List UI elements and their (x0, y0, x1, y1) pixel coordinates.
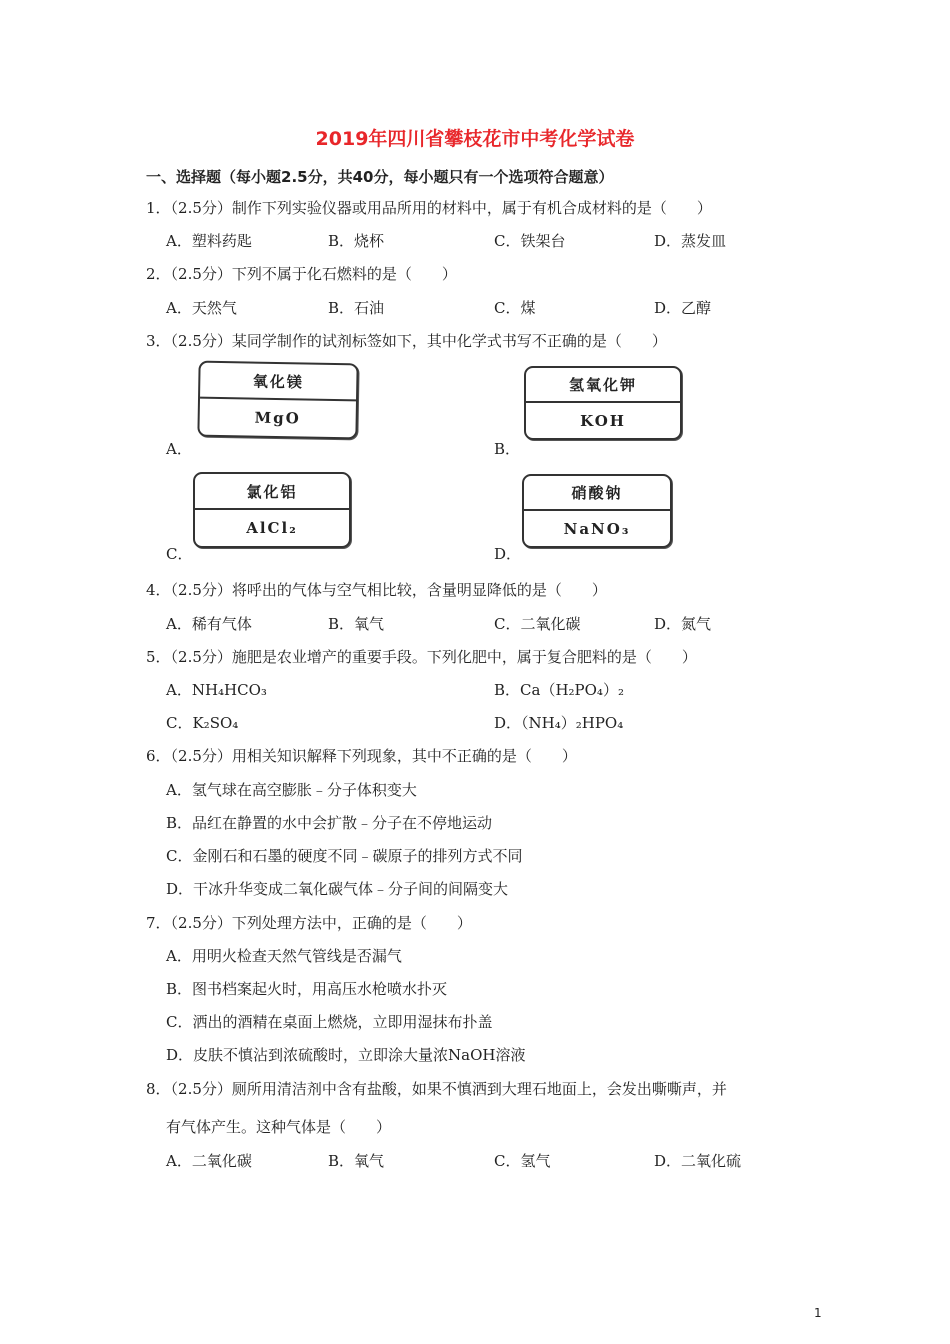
label-b-formula: KOH (580, 411, 626, 430)
label-c-formula: AlCl₂ (246, 519, 298, 537)
q7-option-c: C．洒出的酒精在桌面上燃烧，立即用湿抹布扑盖 (166, 1013, 493, 1031)
q6-option-a: A．氢气球在高空膨胀﹣分子体积变大 (166, 781, 417, 799)
section-heading: 一、选择题（每小题2.5分，共40分，每小题只有一个选项符合题意） (146, 168, 614, 186)
q3-option-a: A． (166, 440, 192, 458)
question-8-stem-continued: 有气体产生。这种气体是（ ） (166, 1118, 392, 1136)
page-title: 2019年四川省攀枝花市中考化学试卷 (315, 128, 635, 150)
q3-option-c: C． (166, 545, 193, 563)
question-1-stem: 1．（2.5分）制作下列实验仪器或用品所用的材料中，属于有机合成材料的是（ ） (146, 199, 712, 217)
question-7-stem: 7．（2.5分）下列处理方法中，正确的是（ ） (146, 914, 472, 932)
question-5-stem: 5．（2.5分）施肥是农业增产的重要手段。下列化肥中，属于复合肥料的是（ ） (146, 648, 697, 666)
q7-option-a: A．用明火检查天然气管线是否漏气 (166, 947, 402, 965)
q1-option-b: B．烧杯 (328, 232, 385, 250)
q7-option-b: B．图书档案起火时，用高压水枪喷水扑灭 (166, 980, 448, 998)
q4-option-a: A．稀有气体 (166, 615, 252, 633)
q4-option-b: B．氧气 (328, 615, 385, 633)
q8-option-b: B．氧气 (328, 1152, 385, 1170)
reagent-label-b (524, 366, 682, 440)
label-a-formula: MgO (254, 408, 301, 428)
q3-option-d: D． (494, 545, 522, 563)
q7-option-d: D．皮肤不慎沾到浓硫酸时，立即涂大量浓NaOH溶液 (166, 1046, 526, 1064)
q8-option-c: C．氢气 (494, 1152, 551, 1170)
q6-option-c: C．金刚石和石墨的硬度不同﹣碳原子的排列方式不同 (166, 847, 523, 865)
reagent-label-c (193, 472, 351, 548)
question-4-stem: 4．（2.5分）将呼出的气体与空气相比较，含量明显降低的是（ ） (146, 581, 607, 599)
reagent-label-a (197, 361, 358, 440)
label-b-name: 氢氧化钾 (526, 368, 680, 403)
label-d-formula: NaNO₃ (563, 519, 631, 538)
q2-option-c: C．煤 (494, 299, 536, 317)
q8-option-d: D．二氧化硫 (654, 1152, 742, 1170)
question-8-stem: 8．（2.5分）厕所用清洁剂中含有盐酸，如果不慎洒到大理石地面上，会发出嘶嘶声，并 (146, 1080, 727, 1098)
question-6-stem: 6．（2.5分）用相关知识解释下列现象，其中不正确的是（ ） (146, 747, 577, 765)
label-a-name: 氧化镁 (200, 363, 357, 402)
question-2-stem: 2．（2.5分）下列不属于化石燃料的是（ ） (146, 265, 457, 283)
reagent-label-d (522, 474, 672, 548)
question-3-stem: 3．（2.5分）某同学制作的试剂标签如下，其中化学式书写不正确的是（ ） (146, 332, 667, 350)
q2-option-d: D．乙醇 (654, 299, 712, 317)
q1-option-c: C．铁架台 (494, 232, 566, 250)
q1-option-d: D．蒸发皿 (654, 232, 727, 250)
q1-option-a: A．塑料药匙 (166, 232, 252, 250)
q4-option-d: D．氮气 (654, 615, 712, 633)
q5-option-c: C．K₂SO₄ (166, 714, 239, 732)
page-number: 1 (814, 1306, 822, 1320)
label-d-name: 硝酸钠 (524, 476, 670, 511)
q5-option-a: A．NH₄HCO₃ (166, 681, 267, 699)
q5-option-b: B．Ca（H₂PO₄）₂ (494, 681, 624, 699)
q6-option-b: B．品红在静置的水中会扩散﹣分子在不停地运动 (166, 814, 493, 832)
q2-option-a: A．天然气 (166, 299, 237, 317)
q8-option-a: A．二氧化碳 (166, 1152, 252, 1170)
q6-option-d: D．干冰升华变成二氧化碳气体﹣分子间的间隔变大 (166, 880, 509, 898)
q3-option-b: B． (494, 440, 521, 458)
q2-option-b: B．石油 (328, 299, 385, 317)
label-c-name: 氯化铝 (195, 474, 349, 510)
q4-option-c: C．二氧化碳 (494, 615, 581, 633)
q5-option-d: D．（NH₄）₂HPO₄ (494, 714, 624, 732)
